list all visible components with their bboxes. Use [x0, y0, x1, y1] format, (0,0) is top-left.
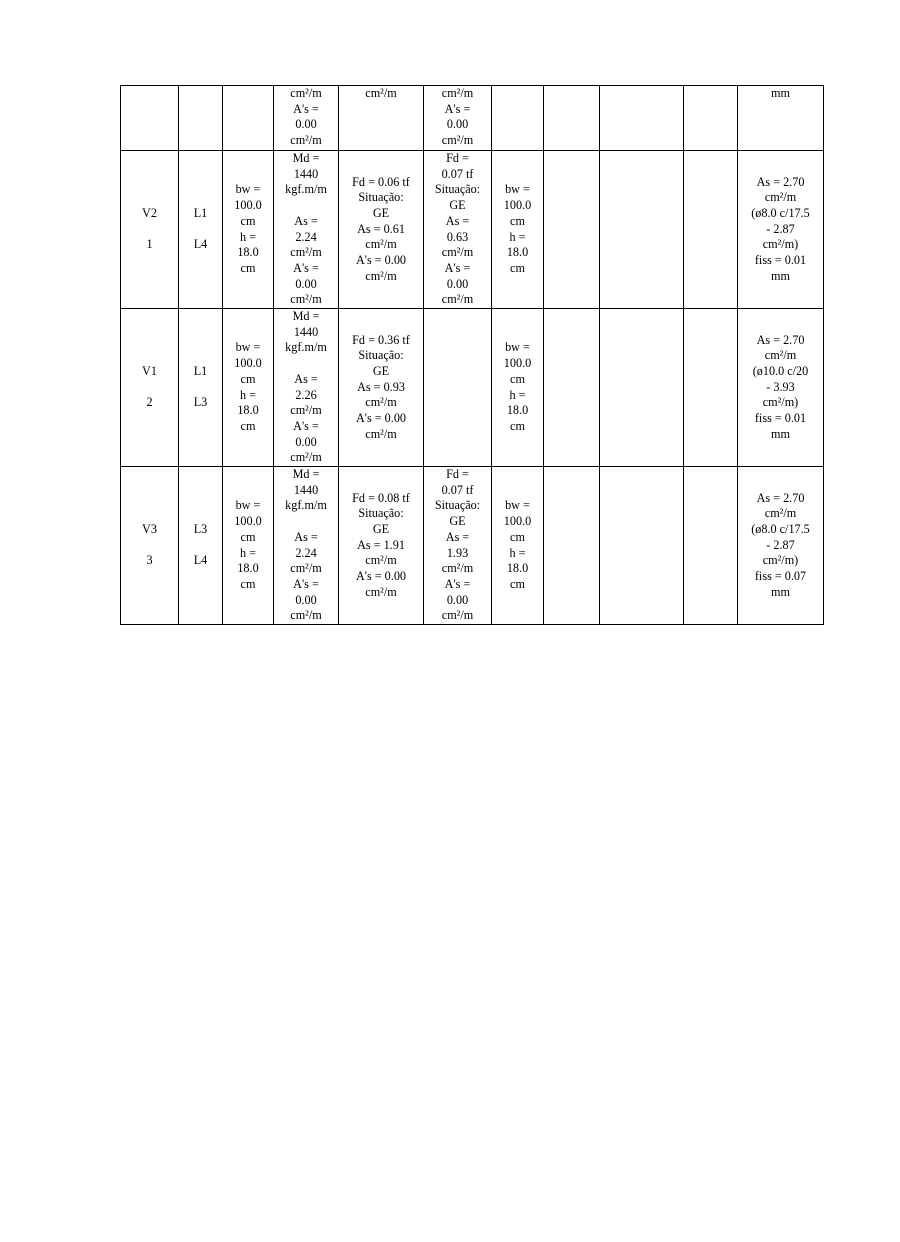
table-cell: L1 L4	[179, 151, 223, 309]
table-cell	[600, 309, 684, 467]
table-cell: bw = 100.0 cm h = 18.0 cm	[223, 309, 274, 467]
table-cell: As = 2.70 cm²/m (ø8.0 c/17.5 - 2.87 cm²/m) fiss = 0.01 mm	[738, 151, 824, 309]
table-cell	[684, 309, 738, 467]
table-row	[121, 309, 824, 467]
table-cell: V1 2	[121, 309, 179, 467]
table-cell	[600, 86, 684, 151]
table-cell	[544, 151, 600, 309]
table-cell	[544, 467, 600, 625]
table-cell	[544, 309, 600, 467]
table-cell: Fd = 0.06 tf Situação: GE As = 0.61 cm²/m A's = 0.00 cm²/m	[339, 151, 424, 309]
table-cell: Fd = 0.08 tf Situação: GE As = 1.91 cm²/m A's = 0.00 cm²/m	[339, 467, 424, 625]
table-cell: Md = 1440 kgf.m/m As = 2.24 cm²/m A's = 0.00 cm²/m	[274, 467, 339, 625]
table-cell: Fd = 0.36 tf Situação: GE As = 0.93 cm²/m A's = 0.00 cm²/m	[339, 309, 424, 467]
table-cell: bw = 100.0 cm h = 18.0 cm	[223, 151, 274, 309]
table-row	[121, 151, 824, 309]
table-cell: Md = 1440 kgf.m/m As = 2.26 cm²/m A's = 0.00 cm²/m	[274, 309, 339, 467]
table-cell	[223, 86, 274, 151]
table-cell: Fd = 0.07 tf Situação: GE As = 1.93 cm²/m A's = 0.00 cm²/m	[424, 467, 492, 625]
table-cell: bw = 100.0 cm h = 18.0 cm	[492, 467, 544, 625]
table-cell: bw = 100.0 cm h = 18.0 cm	[492, 309, 544, 467]
table-cell: V2 1	[121, 151, 179, 309]
table-cell	[544, 86, 600, 151]
table-cell: bw = 100.0 cm h = 18.0 cm	[492, 151, 544, 309]
table-cell	[684, 467, 738, 625]
table-row	[121, 467, 824, 625]
table-cell: L1 L3	[179, 309, 223, 467]
table-cell: Fd = 0.07 tf Situação: GE As = 0.63 cm²/m A's = 0.00 cm²/m	[424, 151, 492, 309]
table-cell	[684, 151, 738, 309]
table-cell: Md = 1440 kgf.m/m As = 2.24 cm²/m A's = 0.00 cm²/m	[274, 151, 339, 309]
table-cell: L3 L4	[179, 467, 223, 625]
table-cell	[684, 86, 738, 151]
table-cell	[600, 151, 684, 309]
table-cell: bw = 100.0 cm h = 18.0 cm	[223, 467, 274, 625]
table-cell: mm	[738, 86, 824, 151]
table-cell	[179, 86, 223, 151]
table-cell	[424, 309, 492, 467]
table-cell: cm²/m A's = 0.00 cm²/m	[274, 86, 339, 151]
table-cell: cm²/m A's = 0.00 cm²/m	[424, 86, 492, 151]
table-cell: As = 2.70 cm²/m (ø10.0 c/20 - 3.93 cm²/m) fiss = 0.01 mm	[738, 309, 824, 467]
table-cell	[600, 467, 684, 625]
table-cell	[121, 86, 179, 151]
table-cell	[492, 86, 544, 151]
table-row	[121, 86, 824, 151]
table-cell: cm²/m	[339, 86, 424, 151]
table-cell: As = 2.70 cm²/m (ø8.0 c/17.5 - 2.87 cm²/m) fiss = 0.07 mm	[738, 467, 824, 625]
table-cell: V3 3	[121, 467, 179, 625]
slab-calculation-table	[120, 85, 824, 625]
